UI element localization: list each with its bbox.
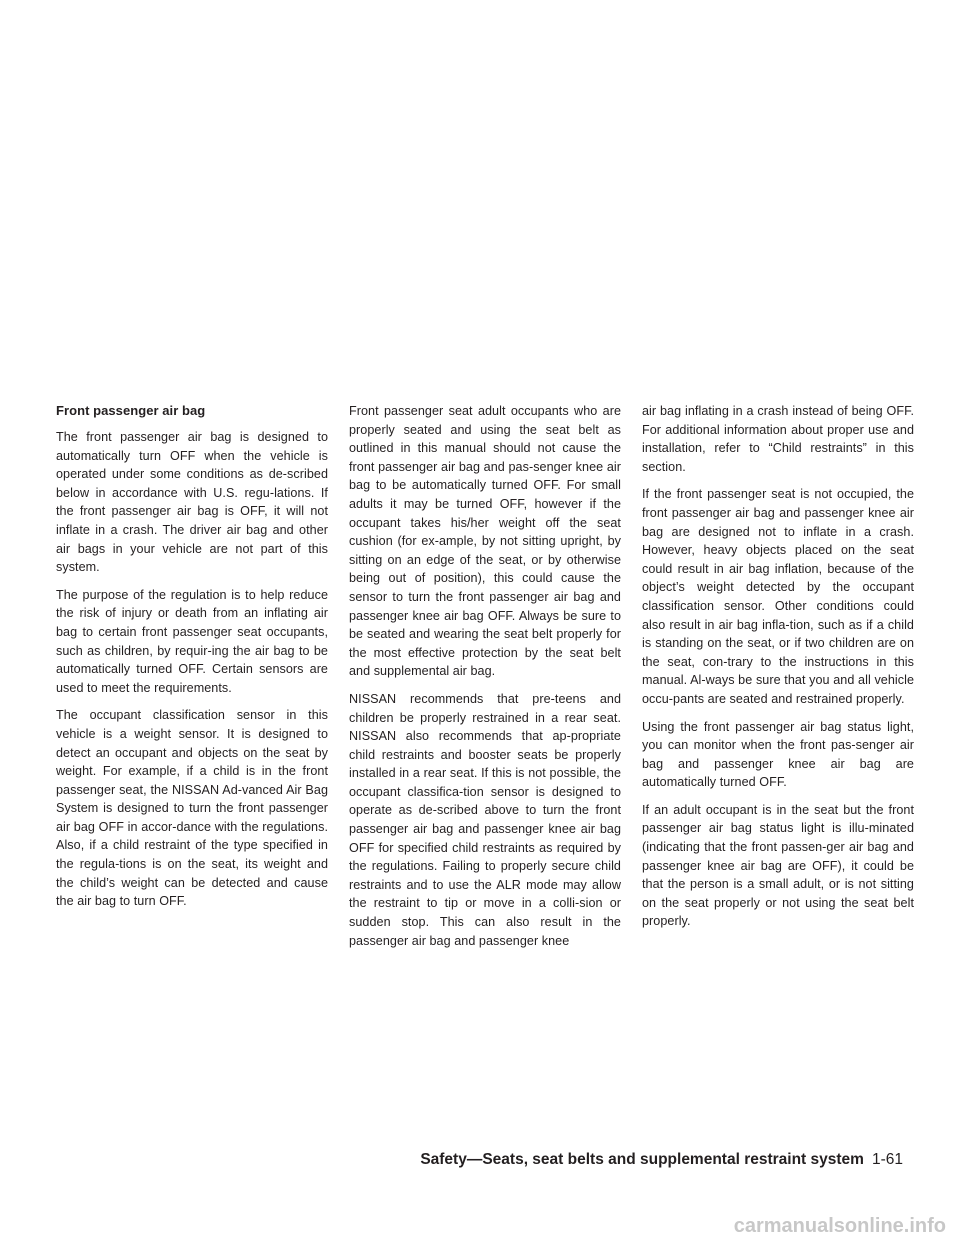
watermark: carmanualsonline.info: [733, 1215, 946, 1237]
paragraph: If the front passenger seat is not occupied, the front passenger air bag and passenger knee air bag are designed not to inflate in a crash. However, heavy objects placed on the seat could result in air bag inflation, because of the object’s weight detected by the occupant classification sensor. Other conditions could also result in air bag infla-tion, such as if a child is standing on the seat, or if two children are on the seat, con-trary to the instructions in this manual. Al-ways be sure that you and all vehicle occu-pants are seated and restrained properly.: [642, 487, 914, 706]
footer-section-title: Safety—Seats, seat belts and supplemental restraint system: [420, 1151, 864, 1168]
paragraph: Front passenger seat adult occupants who are properly seated and using the seat belt as outlined in this manual should not cause the front passenger air bag and pas-senger knee air bag to be automatically turned OFF. For small adults it may be turned OFF, however if the occupant takes his/her weight off the seat cushion (for ex-ample, by not sitting upright, by sitting on an edge of the seat, or by otherwise being out of position), this could cause the sensor to turn the front passenger air bag and passenger knee air bag OFF. Always be sure to be seated and wearing the seat belt properly for the most effective protection by the seat belt and supplemental air bag.: [349, 404, 621, 679]
section-heading: Front passenger air bag: [56, 403, 206, 418]
page-footer: [420, 1151, 903, 1169]
paragraph: NISSAN recommends that pre-teens and children be properly restrained in a rear seat. NISSAN also recommends that ap-propriate child restraints and booster seats be properly installed in a rear seat. If this is not possible, the occupant classifica-tion sensor is designed to operate as de-scribed above to turn the front passenger air bag and passenger knee air bag OFF for specified child restraints as required by the regulations. Failing to properly secure child restraints and to use the ALR mode may allow the restraint to tip or move in a colli-sion or sudden stop. This can also result in the passenger air bag and passenger knee: [349, 691, 621, 948]
paragraph: The occupant classification sensor in this vehicle is a weight sensor. It is designed to detect an occupant and objects on the seat by weight. For example, if a child is in the front passenger seat, the NISSAN Ad-vanced Air Bag System is designed to turn the front passenger air bag OFF in accor-dance with the regulations. Also, if a child restraint of the type specified in the regula-tions is on the seat, its weight and the child’s weight can be detected and cause the air bag to turn OFF.: [56, 708, 328, 909]
paragraph: If an adult occupant is in the seat but the front passenger air bag status light is illu-minated (indicating that the front passen-ger air bag and passenger knee air bag are OFF), it could be that the person is a small adult, or is not sitting on the seat properly or not using the seat belt properly.: [642, 802, 914, 929]
paragraph: The purpose of the regulation is to help reduce the risk of injury or death from an inflating air bag to certain front passenger seat occupants, such as children, by requir-ing the air bag to be automatically turned OFF. Certain sensors are used to meet the requirements.: [56, 587, 328, 695]
paragraph: air bag inflating in a crash instead of being OFF. For additional information about proper use and installation, refer to “Child restraints” in this section.: [642, 404, 914, 474]
column-1: [56, 402, 328, 920]
column-2: [349, 402, 621, 959]
column-3: [642, 402, 914, 940]
paragraph: The front passenger air bag is designed to automatically turn OFF when the vehicle is operated under some conditions as de-scribed below in accordance with U.S. regu-lations. If the front passenger air bag is OFF, it will not inflate in a crash. The driver air bag and other air bags in your vehicle are not part of this system.: [56, 430, 328, 575]
page-number: 1-61: [871, 1151, 903, 1168]
paragraph: Using the front passenger air bag status light, you can monitor when the front pas-senger air bag and passenger knee air bag are automatically turned OFF.: [642, 719, 914, 790]
